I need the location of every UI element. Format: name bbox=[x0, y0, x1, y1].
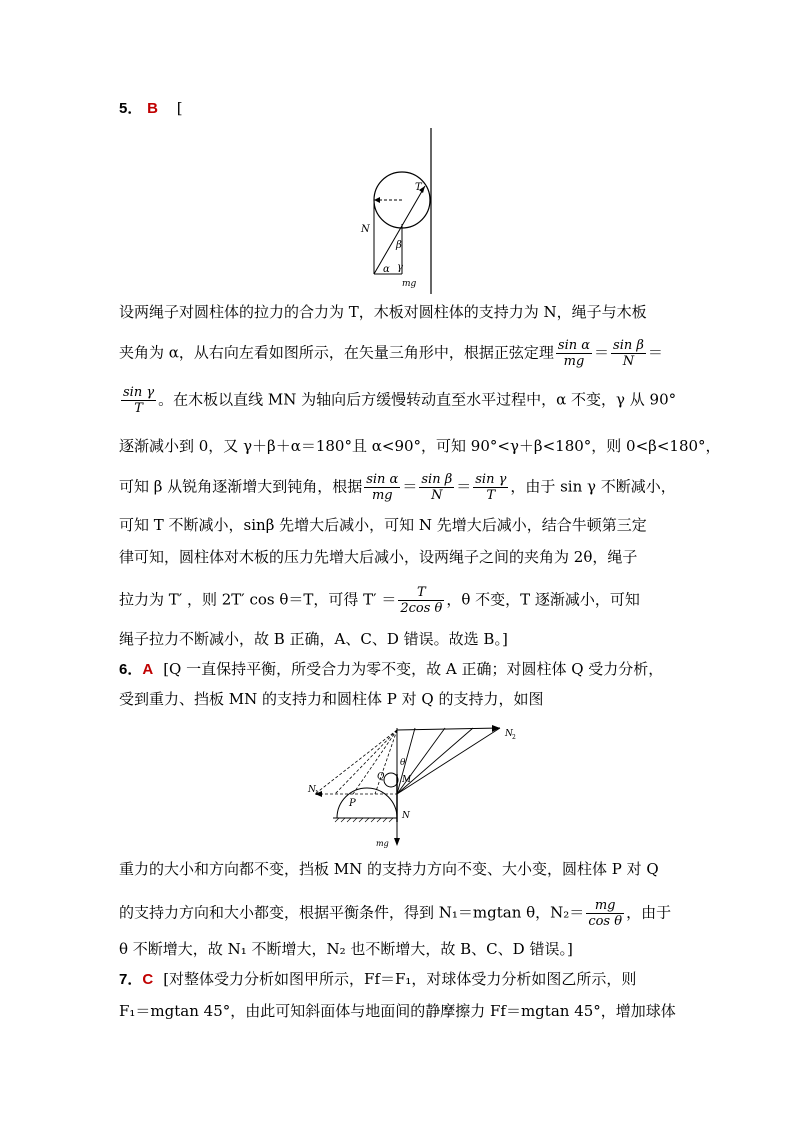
q5-para-line3 bbox=[119, 385, 679, 416]
q5-text: ，由于 sin γ 不断减小， bbox=[510, 477, 676, 496]
frac-numerator: sin α bbox=[557, 338, 591, 353]
q5-figure bbox=[350, 124, 460, 294]
frac-numerator: T bbox=[398, 585, 444, 601]
q6-fig-theta: θ bbox=[400, 758, 406, 768]
frac-numerator: sin β bbox=[613, 338, 644, 353]
q5-para-line5 bbox=[119, 472, 679, 503]
q6-text: [Q 一直保持平衡，所受合力为零不变，故 A 正确；对圆柱体 Q 受力分析， bbox=[163, 660, 664, 678]
q5-text: 拉力为 T′ ，则 2T′ cos θ＝T，可得 T′ ＝ bbox=[119, 590, 397, 609]
q5-frac-sin-alpha bbox=[556, 338, 592, 369]
frac-denominator: N bbox=[622, 354, 635, 369]
equals-sign: ＝ bbox=[594, 343, 610, 362]
q5-para-line8 bbox=[119, 585, 679, 616]
q6-fig-P: P bbox=[349, 798, 356, 809]
q5-text: 。在木板以直线 MN 为轴向后方缓慢转动直至水平过程中，α 不变，γ 从 90° bbox=[158, 390, 677, 409]
q7-number: 7． bbox=[119, 971, 143, 988]
frac-numerator: sin γ bbox=[123, 385, 155, 400]
q6-answer: A bbox=[142, 661, 154, 678]
q6-fig-M: M bbox=[402, 775, 412, 785]
q5-fig-T: T bbox=[415, 182, 422, 193]
frac-denominator: 2cos θ bbox=[400, 601, 443, 616]
q5-fig-mg: mg bbox=[402, 279, 417, 289]
frac-denominator: N bbox=[431, 488, 443, 503]
frac-numerator: sin γ bbox=[475, 472, 507, 487]
q6-text: ，由于 bbox=[626, 903, 672, 922]
q6-frac-mg-over-cos bbox=[586, 898, 624, 929]
q5-para-line6: 可知 T 不断减小，sinβ 先增大后减小，可知 N 先增大后减小，结合牛顿第三定 bbox=[119, 516, 647, 534]
q6-line3: 重力的大小和方向都不变，挡板 MN 的支持力方向不变、大小变，圆柱体 P 对 Q bbox=[119, 860, 659, 878]
q5-frac-T-over-2cos bbox=[398, 585, 444, 616]
q5-text: 夹角为 α，从右向左看如图所示，在矢量三角形中，根据正弦定理 bbox=[119, 343, 554, 362]
q5-text: 可知 β 从锐角逐渐增大到钝角，根据 bbox=[119, 477, 363, 496]
q7-answer: C bbox=[142, 971, 154, 988]
q6-number: 6． bbox=[119, 661, 143, 678]
q5-frac-sin-beta bbox=[611, 338, 646, 369]
q6-fig-N2-sub: 2 bbox=[512, 734, 516, 741]
frac-denominator: T bbox=[134, 401, 143, 416]
q6-figure bbox=[305, 722, 525, 852]
q7-line2: F₁＝mgtan 45°，由此可知斜面体与地面间的静摩擦力 Ff＝mgtan 45°，增加球体 bbox=[119, 1002, 676, 1020]
frac-numerator: mg bbox=[586, 898, 624, 914]
equals-sign: ＝ bbox=[402, 477, 418, 496]
q5-answer: B bbox=[147, 100, 158, 117]
q6-text: 的支持力方向和大小都变，根据平衡条件，得到 N₁＝mgtan θ，N₂＝ bbox=[119, 903, 585, 922]
q6-fig-N2: N bbox=[505, 729, 513, 739]
q6-fig-mg: mg bbox=[376, 839, 389, 848]
q6-line1 bbox=[119, 659, 679, 680]
equals-sign: ＝ bbox=[456, 477, 472, 496]
q5-frac-sin-alpha-2 bbox=[364, 472, 400, 503]
q6-fig-Q: Q bbox=[377, 772, 385, 782]
q5-para-line1: 设两绳子对圆柱体的拉力的合力为 T，木板对圆柱体的支持力为 N，绳子与木板 bbox=[119, 303, 647, 321]
q5-frac-sin-gamma-2 bbox=[473, 472, 508, 503]
frac-numerator: sin α bbox=[366, 472, 399, 487]
q5-number: 5． bbox=[119, 100, 143, 117]
q5-fig-N: N bbox=[361, 224, 370, 235]
q5-para-line4: 逐渐减小到 0，又 γ＋β＋α＝180°且 α<90°，可知 90°<γ＋β<180°，则 0<β<180°， bbox=[119, 437, 721, 455]
q6-line2: 受到重力、挡板 MN 的支持力和圆柱体 P 对 Q 的支持力，如图 bbox=[119, 690, 544, 708]
q5-text: ，θ 不变，T 逐渐减小，可知 bbox=[446, 590, 640, 609]
q6-fig-N: N bbox=[402, 811, 410, 821]
frac-denominator: mg bbox=[563, 354, 585, 369]
q6-fig-N1-sub: 1 bbox=[315, 790, 319, 797]
q7-text: [对整体受力分析如图甲所示，Ff＝F₁，对球体受力分析如图乙所示，则 bbox=[163, 970, 637, 988]
q6-line4 bbox=[119, 898, 679, 929]
q5-fig-gamma: γ bbox=[397, 262, 403, 273]
q5-frac-sin-gamma bbox=[121, 385, 156, 416]
q6-line5: θ 不断增大，故 N₁ 不断增大，N₂ 也不断增大，故 B、C、D 错误。] bbox=[119, 940, 573, 958]
frac-denominator: cos θ bbox=[588, 914, 623, 929]
q7-line1 bbox=[119, 969, 679, 990]
frac-denominator: T bbox=[486, 488, 496, 503]
frac-denominator: mg bbox=[371, 488, 393, 503]
q5-fig-beta: β bbox=[396, 240, 402, 251]
q5-para-line2 bbox=[119, 338, 679, 369]
q5-fig-alpha: α bbox=[383, 264, 390, 275]
frac-numerator: sin β bbox=[421, 472, 453, 487]
equals-sign: ＝ bbox=[647, 343, 663, 362]
q5-bracket: [ bbox=[176, 99, 183, 117]
q5-frac-sin-beta-2 bbox=[419, 472, 454, 503]
q5-para-line7: 律可知，圆柱体对木板的压力先增大后减小，设两绳子之间的夹角为 2θ，绳子 bbox=[119, 548, 638, 566]
q6-fig-N1: N bbox=[308, 785, 316, 795]
q5-header bbox=[119, 98, 679, 119]
q5-para-line9: 绳子拉力不断减小，故 B 正确，A、C、D 错误。故选 B。] bbox=[119, 630, 508, 648]
